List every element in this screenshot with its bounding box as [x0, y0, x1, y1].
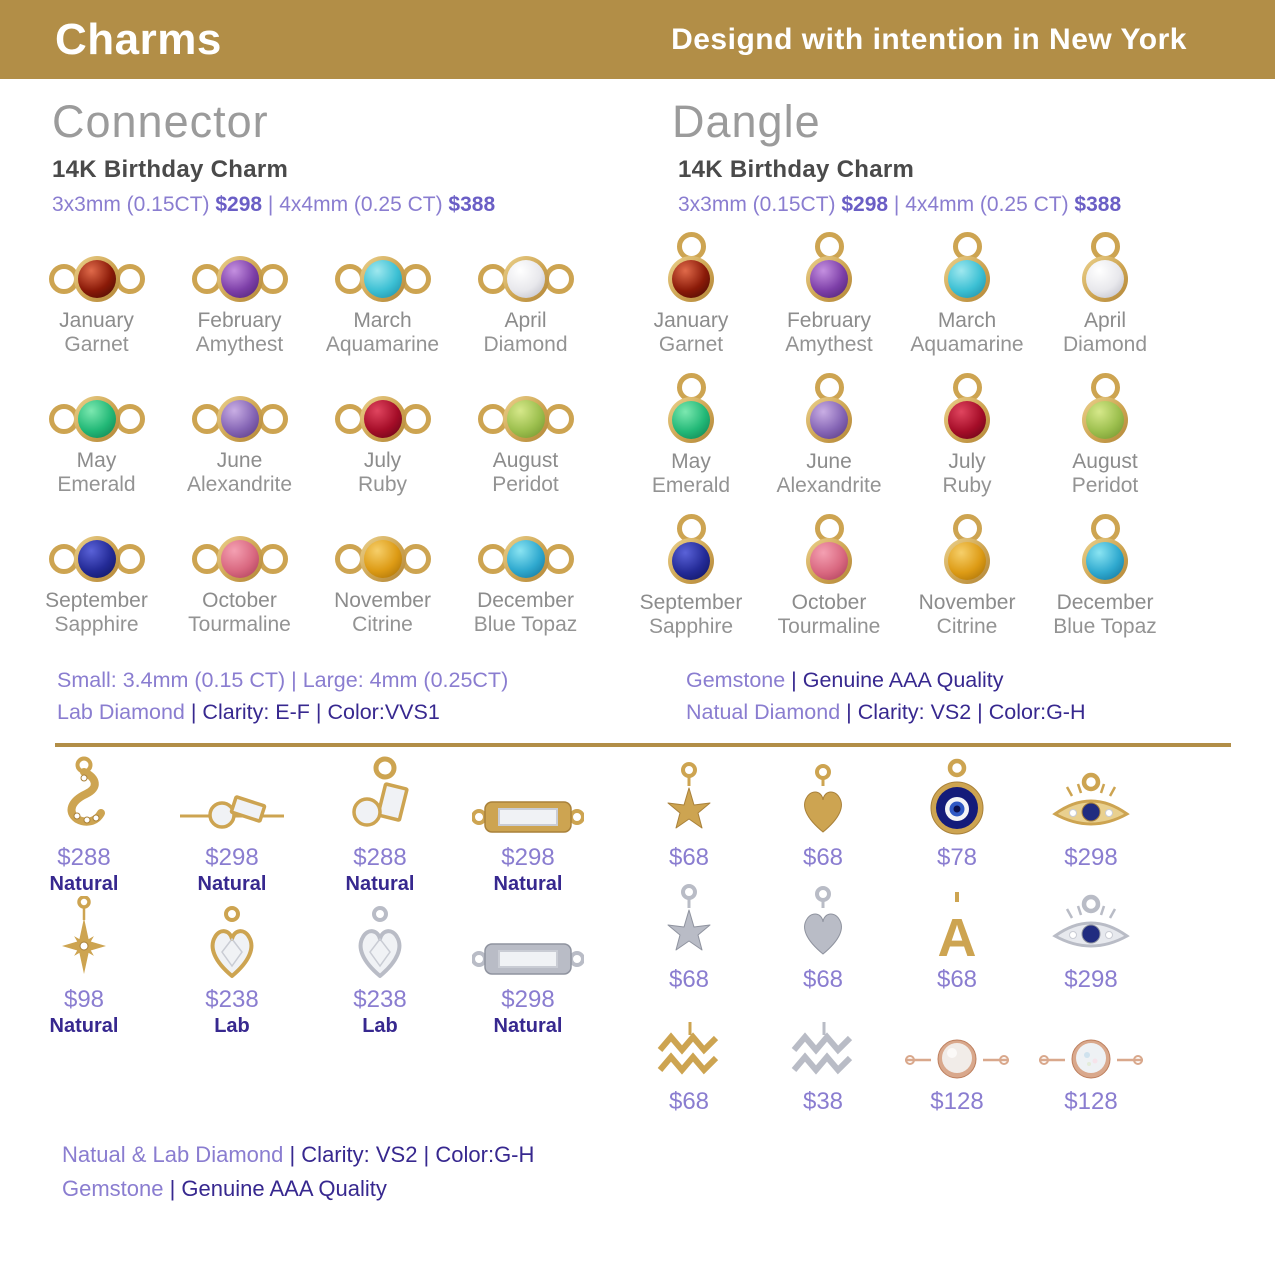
connector-subtitle: 14K Birthday Charm [52, 156, 289, 183]
zodiac-icon [622, 1000, 756, 1084]
stone-label: Tourmaline [188, 613, 291, 636]
connector-birthstone-grid [25, 230, 597, 650]
connector-section-header [52, 96, 632, 217]
gold-bezel-icon [503, 256, 549, 302]
birthstone-item-august [1036, 365, 1174, 506]
gold-bezel-icon [360, 256, 406, 302]
svg-text:A: A [937, 908, 977, 962]
month-label: May [76, 449, 117, 472]
dangle-charm-graphic [622, 506, 760, 584]
dangle-charm-graphic [760, 506, 898, 584]
bar-connector-icon [158, 756, 306, 840]
heart-item [756, 756, 890, 878]
birthstone-item-july [898, 365, 1036, 506]
dangle-charm-icon [1082, 232, 1128, 302]
birthstone-item-december [454, 510, 597, 650]
price-label: $68 [668, 844, 710, 871]
month-label: May [671, 450, 711, 473]
stone-label: Tourmaline [777, 615, 881, 638]
stone-label: Ruby [942, 474, 992, 497]
star-item [622, 878, 756, 1000]
text-segment: | [888, 193, 906, 216]
dangle-charm-icon [1082, 373, 1128, 443]
dangle-charm-graphic [622, 224, 760, 302]
baguette-bar-icon [454, 898, 602, 982]
stone-label: Garnet [658, 333, 724, 356]
text-segment: Natual & Lab Diamond [62, 1142, 290, 1167]
dangle-charm-icon [944, 514, 990, 584]
dangle-charm-graphic [1036, 224, 1174, 302]
dangle-birthstone-grid [622, 224, 1174, 647]
stone-label: Amythest [195, 333, 284, 356]
star-icon [622, 878, 756, 962]
evil-eye-item [1024, 878, 1158, 1000]
birthstone-item-may [622, 365, 760, 506]
month-label: March [937, 309, 997, 332]
gold-bezel-icon [1082, 256, 1128, 302]
connector-spec-note [57, 664, 508, 728]
evil-eye-glass-item [890, 756, 1024, 878]
heart-diamond-item [306, 898, 454, 1037]
text-segment: Small: 3.4mm (0.15 CT) | Large: 4mm (0.25CT) [57, 668, 509, 692]
month-label: June [216, 449, 263, 472]
header-banner [0, 0, 1275, 79]
price-label: $288 [353, 844, 407, 871]
note-line [686, 664, 1086, 696]
month-label: December [477, 589, 574, 612]
dangle-charm-icon [944, 373, 990, 443]
dangle-charm-graphic [622, 365, 760, 443]
stone-label: Emerald [651, 474, 731, 497]
price-label: $238 [205, 986, 259, 1013]
month-label: April [504, 309, 547, 332]
price-label: $68 [802, 844, 844, 871]
price-label: $128 [1064, 1088, 1118, 1115]
birthstone-item-july [311, 370, 454, 510]
gold-bezel-icon [74, 536, 120, 582]
heart-diamond-item [158, 898, 306, 1037]
dangle-charm-icon [668, 232, 714, 302]
connector-charm-graphic [25, 230, 168, 302]
text-segment: | Clarity: VS2 | Color:G-H [289, 1142, 535, 1167]
price-label: $238 [353, 986, 407, 1013]
birthstone-item-november [311, 510, 454, 650]
price-label: $128 [930, 1088, 984, 1115]
gold-bezel-icon [668, 256, 714, 302]
evil-eye-icon [1024, 756, 1158, 840]
footer-spec-note [62, 1138, 534, 1206]
gold-bezel-icon [74, 256, 120, 302]
connector-charm-graphic [168, 510, 311, 582]
connector-charm-icon [49, 396, 145, 442]
month-label: February [197, 309, 282, 332]
note-line [57, 696, 508, 728]
evil-eye-item [1024, 756, 1158, 878]
connector-charm-graphic [311, 510, 454, 582]
text-segment: | [262, 193, 280, 216]
dangle-charm-graphic [898, 224, 1036, 302]
price-label: $98 [63, 986, 105, 1013]
gold-bezel-icon [217, 256, 263, 302]
birthstone-item-march [898, 224, 1036, 365]
opal-connector-item [1024, 1000, 1158, 1122]
price-label: $68 [668, 1088, 710, 1115]
connector-charm-icon [335, 256, 431, 302]
gold-bezel-icon [74, 396, 120, 442]
dangle-charm-icon [806, 373, 852, 443]
month-label: September [639, 591, 743, 614]
stone-label: Blue Topaz [473, 613, 578, 636]
stone-label: Aquamarine [910, 333, 1024, 356]
dangle-charm-graphic [898, 365, 1036, 443]
dangle-charm-icon [668, 514, 714, 584]
gold-bezel-icon [944, 256, 990, 302]
heart-diamond-icon [306, 898, 454, 982]
evil-eye-icon [1024, 878, 1158, 962]
text-segment: Gemstone [686, 668, 792, 692]
birthstone-item-april [1036, 224, 1174, 365]
gold-bezel-icon [360, 396, 406, 442]
connector-charm-graphic [25, 370, 168, 442]
birthstone-item-january [25, 230, 168, 370]
connector-charm-graphic [311, 370, 454, 442]
month-label: December [1056, 591, 1154, 614]
stone-label: Alexandrite [186, 473, 293, 496]
snake-icon [10, 756, 158, 840]
material-label: Natural [493, 873, 563, 895]
month-label: January [59, 309, 134, 332]
birthstone-item-february [760, 224, 898, 365]
note-line [62, 1138, 534, 1172]
zodiac-item [756, 1000, 890, 1122]
price-label: $68 [802, 966, 844, 993]
connector-charm-icon [335, 396, 431, 442]
bar-connector-item [158, 756, 306, 898]
text-segment: $388 [1074, 193, 1122, 216]
gold-bezel-icon [944, 538, 990, 584]
birthstone-item-february [168, 230, 311, 370]
material-label: Natural [49, 873, 119, 895]
gold-bezel-icon [1082, 397, 1128, 443]
banner-tagline: Designd with intention in New York [671, 22, 1187, 56]
stone-label: Sapphire [54, 613, 139, 636]
birthstone-item-october [168, 510, 311, 650]
connector-charm-icon [192, 396, 288, 442]
page-title: Charms [55, 14, 222, 64]
text-segment: 3x3mm (0.15CT) [52, 193, 216, 216]
gold-bezel-icon [806, 538, 852, 584]
stone-label: Peridot [1071, 474, 1139, 497]
connector-charm-icon [192, 536, 288, 582]
stone-label: Diamond [1062, 333, 1148, 356]
connector-pricing [52, 193, 632, 217]
connector-charm-graphic [311, 230, 454, 302]
birthstone-item-march [311, 230, 454, 370]
baguette-bar-item [454, 898, 602, 1037]
birthstone-item-january [622, 224, 760, 365]
letter-a-icon [890, 878, 1024, 962]
stone-label: Citrine [352, 613, 413, 636]
dangle-charm-icon [944, 232, 990, 302]
heart-diamond-icon [158, 898, 306, 982]
text-segment: | Clarity: VS2 | Color:G-H [846, 700, 1086, 724]
connector-charm-icon [478, 396, 574, 442]
gold-bezel-icon [1082, 538, 1128, 584]
opal-connector-icon [1024, 1000, 1158, 1084]
month-label: July [363, 449, 402, 472]
material-label: Natural [493, 1015, 563, 1037]
connector-charm-icon [478, 536, 574, 582]
zodiac-icon [756, 1000, 890, 1084]
text-segment: 3x3mm (0.15CT) [678, 193, 842, 216]
birthstone-item-september [25, 510, 168, 650]
connector-charm-graphic [454, 370, 597, 442]
fashion-charm-grid [622, 756, 1158, 1122]
stone-label: Amythest [785, 333, 873, 356]
material-label: Natural [197, 873, 267, 895]
text-segment: $298 [215, 193, 263, 216]
connector-charm-graphic [454, 510, 597, 582]
dangle-charm-graphic [1036, 365, 1174, 443]
material-label: Natural [49, 1015, 119, 1037]
baguette-bar-item [454, 756, 602, 898]
diamond-charm-grid [10, 756, 602, 1037]
birthstone-item-june [760, 365, 898, 506]
gold-bezel-icon [503, 396, 549, 442]
month-label: July [948, 450, 986, 473]
gold-bezel-icon [668, 397, 714, 443]
dangle-charm-graphic [760, 365, 898, 443]
text-segment: 4x4mm (0.25 CT) [905, 193, 1075, 216]
birthstone-item-september [622, 506, 760, 647]
month-label: November [334, 589, 431, 612]
heart-icon [756, 878, 890, 962]
evil-eye-glass-icon [890, 756, 1024, 840]
dangle-charm-icon [668, 373, 714, 443]
connector-charm-icon [49, 536, 145, 582]
price-label: $68 [936, 966, 978, 993]
connector-charm-graphic [454, 230, 597, 302]
price-label: $298 [501, 986, 555, 1013]
month-label: January [653, 309, 729, 332]
heart-item [756, 878, 890, 1000]
month-label: November [918, 591, 1016, 614]
stone-label: Blue Topaz [1053, 615, 1157, 638]
birthstone-item-june [168, 370, 311, 510]
month-label: October [791, 591, 867, 614]
month-label: March [353, 309, 412, 332]
birthstone-item-november [898, 506, 1036, 647]
price-label: $298 [501, 844, 555, 871]
month-label: April [1083, 309, 1126, 332]
stone-label: Emerald [57, 473, 136, 496]
stone-label: Diamond [483, 333, 568, 356]
dangle-pricing [678, 193, 1252, 217]
starburst-item [10, 898, 158, 1037]
text-segment: 4x4mm (0.25 CT) [279, 193, 449, 216]
baguette-bar-icon [454, 756, 602, 840]
birthstone-item-december [1036, 506, 1174, 647]
dangle-section-header [672, 96, 1252, 217]
month-label: August [1072, 450, 1138, 473]
stone-label: Citrine [936, 615, 998, 638]
connector-charm-icon [192, 256, 288, 302]
text-segment: $388 [448, 193, 496, 216]
text-segment: | Genuine AAA Quality [169, 1176, 387, 1201]
gold-divider [55, 743, 1231, 747]
stone-label: Ruby [357, 473, 408, 496]
dangle-charm-icon [1082, 514, 1128, 584]
text-segment: Gemstone [62, 1176, 170, 1201]
text-segment: $298 [841, 193, 889, 216]
stone-label: Peridot [492, 473, 559, 496]
connector-charm-icon [49, 256, 145, 302]
dangle-charm-icon [806, 514, 852, 584]
birthstone-item-may [25, 370, 168, 510]
stone-label: Sapphire [648, 615, 734, 638]
heart-icon [756, 756, 890, 840]
birthstone-item-april [454, 230, 597, 370]
dangle-charm-graphic [760, 224, 898, 302]
gold-bezel-icon [217, 536, 263, 582]
connector-charm-icon [335, 536, 431, 582]
gold-bezel-icon [944, 397, 990, 443]
price-label: $38 [802, 1088, 844, 1115]
text-segment: Natual Diamond [686, 700, 847, 724]
connector-charm-graphic [168, 370, 311, 442]
gold-bezel-icon [503, 536, 549, 582]
stone-label: Aquamarine [325, 333, 440, 356]
month-label: June [806, 450, 852, 473]
starburst-icon [10, 898, 158, 982]
note-line [686, 696, 1086, 728]
gold-bezel-icon [217, 396, 263, 442]
pearl-connector-item [890, 1000, 1024, 1122]
price-label: $298 [1064, 844, 1118, 871]
connector-title: Connector [52, 96, 269, 147]
connector-charm-graphic [168, 230, 311, 302]
snake-item [10, 756, 158, 898]
birthstone-item-august [454, 370, 597, 510]
dangle-charm-icon [806, 232, 852, 302]
month-label: October [202, 589, 277, 612]
gold-bezel-icon [806, 397, 852, 443]
dangle-charm-graphic [1036, 506, 1174, 584]
stone-label: Garnet [64, 333, 129, 356]
gold-bezel-icon [668, 538, 714, 584]
price-label: $78 [936, 844, 978, 871]
text-segment: Lab Diamond [57, 700, 191, 724]
material-label: Natural [345, 873, 415, 895]
zodiac-item [622, 1000, 756, 1122]
gold-bezel-icon [360, 536, 406, 582]
material-label: Lab [362, 1015, 398, 1037]
star-item [622, 756, 756, 878]
letter-a-item [890, 878, 1024, 1000]
note-line [57, 664, 508, 696]
cluster-dangle-item [306, 756, 454, 898]
connector-charm-icon [478, 256, 574, 302]
month-label: September [45, 589, 148, 612]
price-label: $68 [668, 966, 710, 993]
cluster-dangle-icon [306, 756, 454, 840]
birthstone-item-october [760, 506, 898, 647]
dangle-charm-graphic [898, 506, 1036, 584]
star-icon [622, 756, 756, 840]
stone-label: Alexandrite [776, 474, 882, 497]
price-label: $288 [57, 844, 111, 871]
price-label: $298 [1064, 966, 1118, 993]
material-label: Lab [214, 1015, 250, 1037]
month-label: August [492, 449, 559, 472]
connector-charm-graphic [25, 510, 168, 582]
dangle-subtitle: 14K Birthday Charm [678, 156, 915, 183]
month-label: February [786, 309, 872, 332]
pearl-connector-icon [890, 1000, 1024, 1084]
gold-bezel-icon [806, 256, 852, 302]
text-segment: | Genuine AAA Quality [791, 668, 1004, 692]
dangle-title: Dangle [672, 96, 821, 147]
dangle-spec-note [686, 664, 1086, 728]
price-label: $298 [205, 844, 259, 871]
note-line [62, 1172, 534, 1206]
text-segment: | Clarity: E-F | Color:VVS1 [190, 700, 440, 724]
